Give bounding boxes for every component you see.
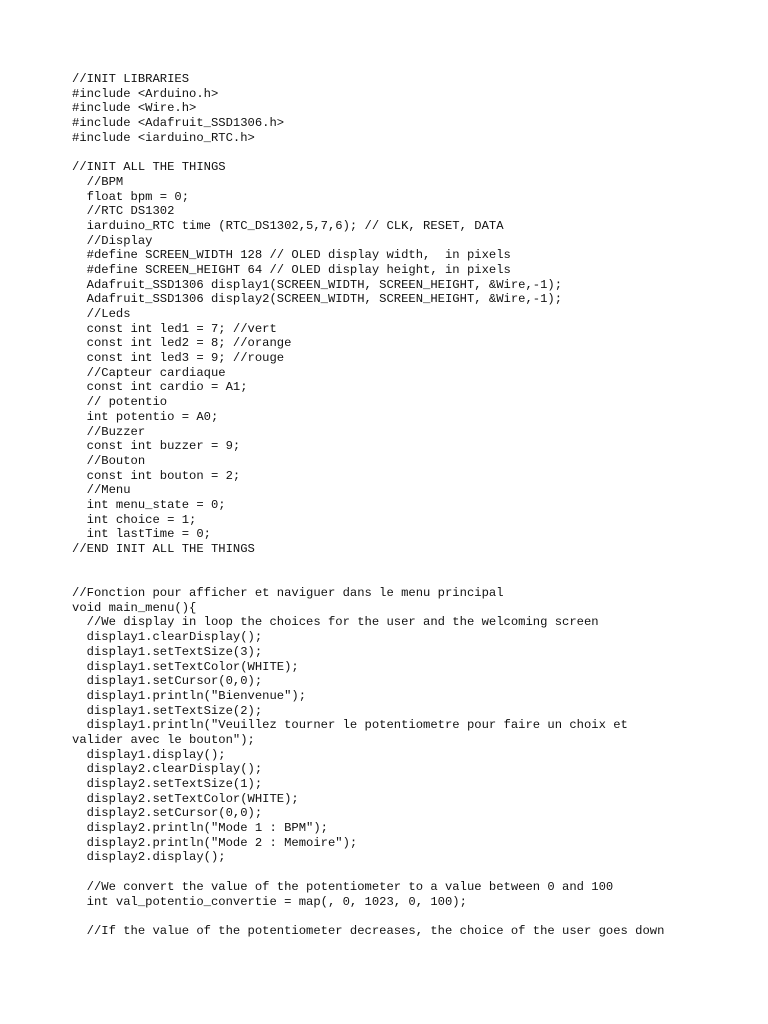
code-line: display2.setTextSize(1); xyxy=(72,777,263,791)
code-line: //INIT LIBRARIES xyxy=(72,72,190,86)
code-line: //BPM xyxy=(72,174,124,189)
code-line: int val_potentio_convertie = map(, 0, 1023, 0, 100); xyxy=(72,894,467,909)
code-line: const int led2 = 8; //orange xyxy=(72,336,292,351)
code-line xyxy=(72,909,752,924)
code-line xyxy=(72,865,752,880)
code-line: display1.display(); xyxy=(72,747,226,762)
code-line: display2.setTextColor(WHITE); xyxy=(72,791,299,806)
code-block xyxy=(72,72,752,939)
code-line: const int cardio = A1; xyxy=(72,380,248,395)
code-line: display1.setTextColor(WHITE); xyxy=(72,659,299,674)
code-line: #include <iarduino_RTC.h> xyxy=(72,130,255,145)
code-line: int choice = 1; xyxy=(72,512,197,527)
code-line: display2.println("Mode 1 : BPM"); xyxy=(72,821,328,836)
code-line xyxy=(72,571,752,586)
code-line: //RTC DS1302 xyxy=(72,204,175,219)
code-line: Adafruit_SSD1306 display1(SCREEN_WIDTH, SCREEN_HEIGHT, &Wire,-1); xyxy=(72,277,563,292)
code-line: display1.setCursor(0,0); xyxy=(72,674,263,689)
code-line xyxy=(72,557,752,572)
code-line: // potentio xyxy=(72,395,168,410)
code-line: //END INIT ALL THE THINGS xyxy=(72,542,255,556)
code-line: display1.setTextSize(2); xyxy=(72,703,263,718)
code-line: #define SCREEN_WIDTH 128 // OLED display width, in pixels xyxy=(72,248,511,263)
code-line: //Fonction pour afficher et naviguer dans le menu principal xyxy=(72,586,504,601)
code-line: //We convert the value of the potentiometer to a value between 0 and 100 xyxy=(72,879,614,894)
code-line: //Leds xyxy=(72,307,131,321)
code-line: display1.clearDisplay(); xyxy=(72,630,263,645)
code-line: //Menu xyxy=(72,483,131,498)
code-line: #include <Adafruit_SSD1306.h> xyxy=(72,116,285,131)
code-line: #include <Wire.h> xyxy=(72,101,197,116)
code-line: //Bouton xyxy=(72,453,146,468)
code-line: display1.setTextSize(3); xyxy=(72,644,263,659)
code-line: const int bouton = 2; xyxy=(72,468,241,483)
code-line: display2.setCursor(0,0); xyxy=(72,806,263,821)
code-line: //Capteur cardiaque xyxy=(72,365,226,380)
code-line: #include <Arduino.h> xyxy=(72,86,219,101)
code-line: display2.println("Mode 2 : Memoire"); xyxy=(72,835,358,850)
code-line: const int led1 = 7; //vert xyxy=(72,321,277,336)
code-line: float bpm = 0; xyxy=(72,189,190,204)
code-line: display2.clearDisplay(); xyxy=(72,762,263,777)
code-line: const int led3 = 9; //rouge xyxy=(72,351,285,366)
code-line: const int buzzer = 9; xyxy=(72,439,241,454)
code-line: //INIT ALL THE THINGS xyxy=(72,160,226,175)
code-line: #define SCREEN_HEIGHT 64 // OLED display height, in pixels xyxy=(72,262,511,277)
code-line: void main_menu(){ xyxy=(72,600,197,615)
code-line: //Display xyxy=(72,233,153,248)
code-line: display1.println("Bienvenue"); xyxy=(72,688,307,703)
code-line: //We display in loop the choices for the user and the welcoming screen xyxy=(72,615,599,630)
code-line: valider avec le bouton"); xyxy=(72,732,255,747)
code-line: //If the value of the potentiometer decreases, the choice of the user goes down xyxy=(72,923,665,938)
code-line: int potentio = A0; xyxy=(72,409,219,424)
code-line: int menu_state = 0; xyxy=(72,497,226,512)
code-line: display2.display(); xyxy=(72,850,226,865)
code-line xyxy=(72,145,752,160)
code-line: iarduino_RTC time (RTC_DS1302,5,7,6); // CLK, RESET, DATA xyxy=(72,218,504,233)
code-line: int lastTime = 0; xyxy=(72,527,211,542)
code-line: display1.println("Veuillez tourner le potentiometre pour faire un choix et xyxy=(72,718,628,733)
code-line: //Buzzer xyxy=(72,424,146,439)
code-line: Adafruit_SSD1306 display2(SCREEN_WIDTH, SCREEN_HEIGHT, &Wire,-1); xyxy=(72,292,563,307)
